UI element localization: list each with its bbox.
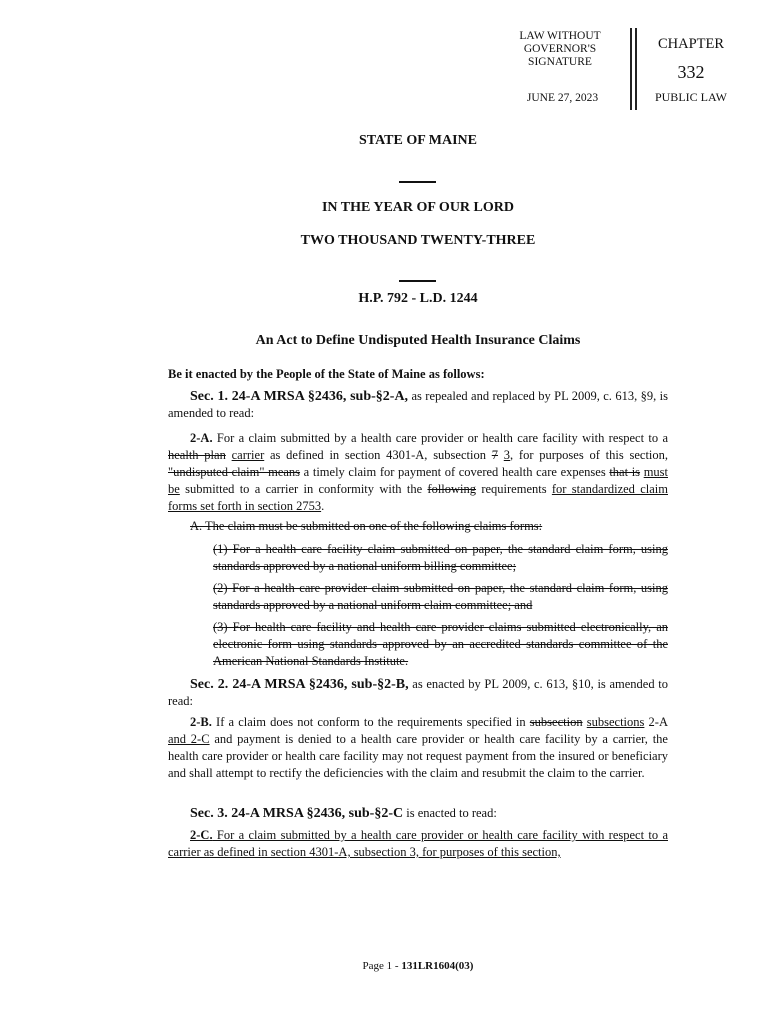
- text-run: requirements: [476, 482, 552, 496]
- sec2-heading: Sec. 2. 24-A MRSA §2436, sub-§2-B,: [190, 677, 409, 692]
- year-line-2: TWO THOUSAND TWENTY-THREE: [300, 233, 536, 248]
- divider-rule-1: [399, 181, 436, 183]
- enacting-clause: Be it enacted by the People of the State of Maine as follows:: [168, 367, 485, 381]
- sec1-heading: Sec. 1. 24-A MRSA §2436, sub-§2-A,: [190, 389, 409, 404]
- deleted-text: 7: [491, 448, 498, 462]
- deleted-text: following: [427, 482, 477, 496]
- text-run: and payment is denied to a health care provider or health care facility by a carrier, the health care provider or health care facility may not request payment from the insured or beneficiary and shall attempt to rectify the deficiencies with the claim and resubmit the claim to the carrier.: [168, 732, 668, 780]
- inserted-text: carrier: [231, 448, 265, 462]
- inserted-text: and 2-C: [168, 732, 210, 746]
- text-run: 2-A: [644, 715, 668, 729]
- sec1-paragraph: [168, 430, 668, 515]
- sec2-paragraph-number: 2-B.: [190, 715, 212, 729]
- signature-status: [505, 30, 615, 69]
- sec3-paragraph-number: 2-C.: [190, 828, 213, 842]
- text-run: If a claim does not conform to the requirements specified in: [211, 715, 530, 729]
- status-line-2: GOVERNOR'S: [523, 43, 597, 55]
- divider-rule-2: [399, 280, 436, 282]
- header-divider-left: [630, 28, 632, 110]
- sec1-intro-text: as repealed and replaced by PL 2009, c. 613, §9, is amended to read:: [168, 389, 668, 420]
- sec2-intro-text: as enacted by PL 2009, c. 613, §10, is amended to read:: [168, 677, 668, 708]
- text-run: For a claim submitted by a health care provider or health care facility with respect to a: [212, 431, 668, 445]
- text-run: , for purposes of this section,: [510, 448, 669, 462]
- deleted-item-1: (1) For a health care facility claim submitted on paper, the standard claim form, using standards approved by a national uniform billing committee;: [213, 542, 668, 573]
- inserted-text: must be: [168, 465, 668, 496]
- text-run: a timely claim for payment of covered health care expenses: [300, 465, 610, 479]
- document-id: 131LR1604(03): [401, 960, 474, 972]
- inserted-text: For a claim submitted by a health care provider or health care facility with respect to a carrier as defined in section 4301-A, subsection 3, for purposes of this section,: [168, 828, 668, 859]
- law-type: PUBLIC LAW: [654, 90, 728, 104]
- text-run: .: [321, 499, 325, 513]
- year-line-1: IN THE YEAR OF OUR LORD: [321, 200, 514, 215]
- deleted-text: subsection: [529, 715, 583, 729]
- sec1-intro: [168, 388, 668, 422]
- inserted-text: for standardized claim forms set forth in section 2753: [168, 482, 668, 513]
- status-line-3: SIGNATURE: [528, 56, 592, 68]
- status-line-1: LAW WITHOUT: [519, 30, 601, 42]
- sec2-paragraph: [168, 714, 668, 782]
- deleted-text: "undisputed claim" means: [168, 465, 301, 479]
- deleted-item-2: (2) For a health care provider claim submitted on paper, the standard claim form, using standards approved by a national uniform claim committee; and: [213, 581, 668, 612]
- deleted-item-3: (3) For health care facility and health care provider claims submitted electronically, an electronic form using standards approved by an accredited standards committee of the American National Standards Institute.: [213, 620, 668, 668]
- sec3-intro-text: is enacted to read:: [403, 806, 497, 820]
- sec3-paragraph: [168, 827, 668, 861]
- sec2-intro: [168, 676, 668, 710]
- sec3-heading: Sec. 3. 24-A MRSA §2436, sub-§2-C: [190, 806, 404, 821]
- chapter-number: 332: [677, 62, 705, 82]
- sec3-intro: [168, 805, 668, 822]
- act-title: An Act to Define Undisputed Health Insurance Claims: [255, 333, 581, 348]
- chapter-label: CHAPTER: [657, 36, 725, 52]
- bill-id: H.P. 792 - L.D. 1244: [358, 291, 478, 306]
- page-number: Page 1 -: [362, 960, 402, 972]
- sec1-paragraph-number: 2-A.: [190, 431, 213, 445]
- enactment-date: JUNE 27, 2023: [526, 92, 599, 104]
- header-divider-right: [635, 28, 637, 110]
- deleted-text: that is: [609, 465, 641, 479]
- text-run: as defined in section 4301-A, subsection: [264, 448, 492, 462]
- inserted-text: subsections: [586, 715, 645, 729]
- deleted-text: health plan: [168, 448, 226, 462]
- inserted-text: 3: [503, 448, 511, 462]
- state-title: STATE OF MAINE: [359, 133, 477, 148]
- text-run: submitted to a carrier in conformity with the: [179, 482, 428, 496]
- page-footer: [168, 960, 668, 972]
- deleted-subparagraph-a: A. The claim must be submitted on one of the following claims forms:: [190, 519, 543, 533]
